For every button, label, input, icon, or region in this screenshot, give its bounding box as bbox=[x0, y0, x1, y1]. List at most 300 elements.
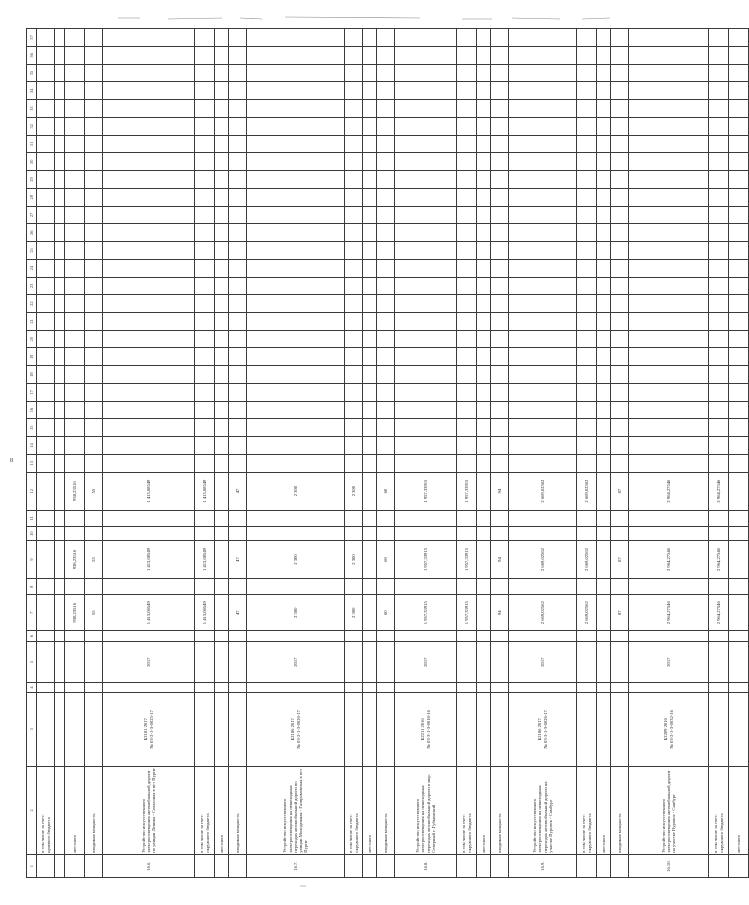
empty-cell bbox=[85, 330, 103, 348]
empty-cell bbox=[363, 295, 377, 313]
empty-cell bbox=[457, 242, 477, 260]
empty-cell bbox=[363, 29, 377, 47]
col-7: 2 300 bbox=[345, 595, 363, 630]
empty-cell bbox=[629, 437, 709, 455]
row-number bbox=[65, 855, 85, 878]
year bbox=[85, 642, 103, 683]
empty-cell bbox=[103, 366, 195, 384]
col-9: 1 413,08549 bbox=[195, 541, 215, 579]
empty-cell bbox=[215, 330, 229, 348]
empty-cell bbox=[345, 366, 363, 384]
col-6 bbox=[55, 630, 65, 641]
empty-cell bbox=[55, 47, 65, 65]
empty-cell bbox=[611, 366, 629, 384]
col-8 bbox=[247, 579, 345, 595]
row-number bbox=[345, 855, 363, 878]
col-10 bbox=[55, 527, 65, 541]
col-10 bbox=[395, 527, 457, 541]
row-number: 16.10. bbox=[629, 855, 709, 878]
col-12: 2 669,02562 bbox=[577, 472, 597, 510]
empty-cell bbox=[611, 206, 629, 224]
empty-cell bbox=[377, 259, 395, 277]
col-6 bbox=[377, 630, 395, 641]
empty-cell bbox=[395, 29, 457, 47]
empty-cell bbox=[229, 366, 247, 384]
empty-cell bbox=[55, 100, 65, 118]
col-8 bbox=[85, 579, 103, 595]
empty-cell bbox=[363, 330, 377, 348]
empty-cell bbox=[491, 64, 509, 82]
empty-cell bbox=[37, 366, 55, 384]
col-10 bbox=[65, 527, 85, 541]
empty-cell bbox=[363, 313, 377, 331]
row-number: 16.7. bbox=[247, 855, 345, 878]
empty-cell bbox=[229, 29, 247, 47]
empty-cell bbox=[247, 366, 345, 384]
column-number: 34 bbox=[27, 82, 37, 100]
empty-cell bbox=[247, 64, 345, 82]
empty-cell bbox=[509, 188, 577, 206]
empty-cell bbox=[37, 171, 55, 189]
empty-cell bbox=[65, 224, 85, 242]
empty-cell bbox=[247, 82, 345, 100]
empty-cell bbox=[477, 206, 491, 224]
empty-cell bbox=[247, 47, 345, 65]
col-8 bbox=[611, 579, 629, 595]
col-8 bbox=[395, 579, 457, 595]
column-number: 18 bbox=[27, 366, 37, 384]
col-6 bbox=[345, 630, 363, 641]
row-name: вводимая мощность bbox=[229, 766, 247, 855]
empty-cell bbox=[37, 330, 55, 348]
empty-cell bbox=[477, 383, 491, 401]
empty-cell bbox=[377, 100, 395, 118]
empty-cell bbox=[457, 348, 477, 366]
col-4 bbox=[195, 682, 215, 692]
col-10 bbox=[477, 527, 491, 541]
empty-cell bbox=[597, 454, 611, 472]
empty-cell bbox=[55, 117, 65, 135]
col-8 bbox=[457, 579, 477, 595]
empty-cell bbox=[345, 242, 363, 260]
empty-cell bbox=[85, 313, 103, 331]
empty-cell bbox=[85, 47, 103, 65]
column-number: 3 bbox=[27, 693, 37, 766]
empty-cell bbox=[195, 419, 215, 437]
empty-cell bbox=[477, 100, 491, 118]
empty-cell bbox=[247, 419, 345, 437]
empty-cell bbox=[85, 188, 103, 206]
col-7: 1 413,08549 bbox=[195, 595, 215, 630]
table-row bbox=[509, 29, 577, 878]
project-code: Б2181 2017 № 03-2-1-3-0025-17 bbox=[103, 693, 195, 766]
empty-cell bbox=[597, 330, 611, 348]
column-number: 1 bbox=[27, 855, 37, 878]
empty-cell bbox=[395, 401, 457, 419]
col-12 bbox=[363, 472, 377, 510]
empty-cell bbox=[103, 383, 195, 401]
table-row bbox=[363, 29, 377, 878]
empty-cell bbox=[55, 135, 65, 153]
empty-cell bbox=[103, 64, 195, 82]
empty-cell bbox=[103, 188, 195, 206]
empty-cell bbox=[55, 188, 65, 206]
empty-cell bbox=[629, 295, 709, 313]
table-row bbox=[377, 29, 395, 878]
empty-cell bbox=[85, 419, 103, 437]
empty-cell bbox=[457, 224, 477, 242]
empty-cell bbox=[229, 313, 247, 331]
col-10 bbox=[709, 527, 729, 541]
empty-cell bbox=[345, 64, 363, 82]
empty-cell bbox=[629, 117, 709, 135]
row-name: местного bbox=[729, 766, 749, 855]
empty-cell bbox=[229, 259, 247, 277]
empty-cell bbox=[395, 259, 457, 277]
year: 2017 bbox=[247, 642, 345, 683]
empty-cell bbox=[55, 383, 65, 401]
empty-cell bbox=[577, 437, 597, 455]
empty-cell bbox=[229, 454, 247, 472]
col-10 bbox=[457, 527, 477, 541]
empty-cell bbox=[597, 100, 611, 118]
row-number bbox=[491, 855, 509, 878]
empty-cell bbox=[345, 29, 363, 47]
empty-cell bbox=[345, 171, 363, 189]
empty-cell bbox=[377, 188, 395, 206]
empty-cell bbox=[247, 401, 345, 419]
empty-cell bbox=[85, 117, 103, 135]
empty-cell bbox=[55, 64, 65, 82]
empty-cell bbox=[491, 419, 509, 437]
empty-cell bbox=[597, 117, 611, 135]
empty-cell bbox=[377, 313, 395, 331]
empty-cell bbox=[65, 171, 85, 189]
empty-cell bbox=[611, 454, 629, 472]
col-11 bbox=[195, 510, 215, 526]
empty-cell bbox=[55, 419, 65, 437]
col-4 bbox=[229, 682, 247, 692]
col-10 bbox=[195, 527, 215, 541]
row-number bbox=[597, 855, 611, 878]
table-row bbox=[103, 29, 195, 878]
empty-cell bbox=[611, 47, 629, 65]
empty-cell bbox=[457, 117, 477, 135]
empty-cell bbox=[37, 153, 55, 171]
empty-cell bbox=[611, 383, 629, 401]
empty-cell bbox=[65, 437, 85, 455]
empty-cell bbox=[491, 135, 509, 153]
empty-cell bbox=[363, 348, 377, 366]
empty-cell bbox=[363, 117, 377, 135]
row-name: Устройство искусственного электроосвещения на пешеходных переходах автомобильной дороги по улицам Молодежная - Газпромовская в пгт Пурпе bbox=[247, 766, 345, 855]
project-code bbox=[709, 693, 729, 766]
empty-cell bbox=[729, 64, 749, 82]
col-6 bbox=[103, 630, 195, 641]
col-10 bbox=[247, 527, 345, 541]
empty-cell bbox=[345, 313, 363, 331]
empty-cell bbox=[85, 153, 103, 171]
empty-cell bbox=[729, 135, 749, 153]
empty-cell bbox=[85, 82, 103, 100]
col-12 bbox=[55, 472, 65, 510]
empty-cell bbox=[195, 383, 215, 401]
empty-cell bbox=[577, 29, 597, 47]
empty-cell bbox=[611, 29, 629, 47]
year bbox=[577, 642, 597, 683]
empty-cell bbox=[395, 295, 457, 313]
empty-cell bbox=[477, 419, 491, 437]
empty-cell bbox=[709, 100, 729, 118]
empty-cell bbox=[195, 437, 215, 455]
empty-cell bbox=[709, 188, 729, 206]
empty-cell bbox=[85, 259, 103, 277]
empty-cell bbox=[491, 348, 509, 366]
col-7: 2 964,27546 bbox=[629, 595, 709, 630]
empty-cell bbox=[345, 224, 363, 242]
empty-cell bbox=[55, 171, 65, 189]
row-name: местного bbox=[477, 766, 491, 855]
col-12: 2 964,27546 bbox=[709, 472, 729, 510]
year bbox=[229, 642, 247, 683]
empty-cell bbox=[577, 277, 597, 295]
empty-cell bbox=[103, 259, 195, 277]
empty-cell bbox=[577, 153, 597, 171]
column-number: 13 bbox=[27, 454, 37, 472]
empty-cell bbox=[215, 242, 229, 260]
empty-cell bbox=[65, 295, 85, 313]
empty-cell bbox=[247, 224, 345, 242]
empty-cell bbox=[195, 171, 215, 189]
col-9: 87 bbox=[611, 541, 629, 579]
col-11 bbox=[597, 510, 611, 526]
empty-cell bbox=[229, 117, 247, 135]
empty-cell bbox=[377, 117, 395, 135]
empty-cell bbox=[577, 366, 597, 384]
col-7: 938,23516 bbox=[65, 595, 85, 630]
column-number: 20 bbox=[27, 330, 37, 348]
empty-cell bbox=[377, 64, 395, 82]
project-code: Б2209 2016 № 03-2-1-3-0032-16 bbox=[629, 693, 709, 766]
empty-cell bbox=[195, 295, 215, 313]
project-code bbox=[611, 693, 629, 766]
col-8 bbox=[103, 579, 195, 595]
empty-cell bbox=[491, 242, 509, 260]
empty-cell bbox=[611, 313, 629, 331]
col-8 bbox=[229, 579, 247, 595]
empty-cell bbox=[629, 171, 709, 189]
empty-cell bbox=[629, 401, 709, 419]
empty-cell bbox=[215, 82, 229, 100]
empty-cell bbox=[395, 419, 457, 437]
col-9: 2 964,27546 bbox=[629, 541, 709, 579]
empty-cell bbox=[491, 277, 509, 295]
empty-cell bbox=[611, 188, 629, 206]
empty-cell bbox=[477, 47, 491, 65]
empty-cell bbox=[247, 206, 345, 224]
empty-cell bbox=[491, 153, 509, 171]
column-number: 29 bbox=[27, 171, 37, 189]
col-4 bbox=[629, 682, 709, 692]
page-number: 8 bbox=[10, 458, 13, 464]
empty-cell bbox=[611, 437, 629, 455]
empty-cell bbox=[85, 383, 103, 401]
row-name: вводимая мощность bbox=[85, 766, 103, 855]
empty-cell bbox=[363, 82, 377, 100]
empty-cell bbox=[345, 401, 363, 419]
year bbox=[709, 642, 729, 683]
col-8 bbox=[345, 579, 363, 595]
rotated-table-wrapper bbox=[26, 28, 741, 878]
col-7: 2 669,02562 bbox=[509, 595, 577, 630]
col-7 bbox=[55, 595, 65, 630]
empty-cell bbox=[85, 64, 103, 82]
empty-cell bbox=[629, 277, 709, 295]
empty-cell bbox=[377, 330, 395, 348]
empty-cell bbox=[195, 277, 215, 295]
empty-cell bbox=[477, 242, 491, 260]
empty-cell bbox=[709, 117, 729, 135]
column-number: 27 bbox=[27, 206, 37, 224]
table-row bbox=[629, 29, 709, 878]
empty-cell bbox=[709, 242, 729, 260]
empty-cell bbox=[597, 259, 611, 277]
row-number bbox=[215, 855, 229, 878]
empty-cell bbox=[55, 454, 65, 472]
empty-cell bbox=[597, 171, 611, 189]
empty-cell bbox=[477, 330, 491, 348]
empty-cell bbox=[509, 153, 577, 171]
empty-cell bbox=[729, 259, 749, 277]
col-12: 55 bbox=[85, 472, 103, 510]
table-row bbox=[457, 29, 477, 878]
empty-cell bbox=[229, 64, 247, 82]
empty-cell bbox=[611, 171, 629, 189]
empty-cell bbox=[491, 224, 509, 242]
col-10 bbox=[577, 527, 597, 541]
empty-cell bbox=[729, 295, 749, 313]
empty-cell bbox=[477, 454, 491, 472]
empty-cell bbox=[55, 277, 65, 295]
empty-cell bbox=[629, 188, 709, 206]
empty-cell bbox=[195, 259, 215, 277]
column-number: 26 bbox=[27, 224, 37, 242]
empty-cell bbox=[85, 295, 103, 313]
col-11 bbox=[491, 510, 509, 526]
col-11 bbox=[85, 510, 103, 526]
column-number: 35 bbox=[27, 64, 37, 82]
col-4 bbox=[37, 682, 55, 692]
empty-cell bbox=[65, 188, 85, 206]
empty-cell bbox=[729, 454, 749, 472]
empty-cell bbox=[215, 366, 229, 384]
empty-cell bbox=[85, 171, 103, 189]
row-name: в том числе за счет: окружного бюджета bbox=[195, 766, 215, 855]
project-code bbox=[491, 693, 509, 766]
empty-cell bbox=[229, 330, 247, 348]
table-row bbox=[395, 29, 457, 878]
table-row bbox=[491, 29, 509, 878]
empty-cell bbox=[629, 330, 709, 348]
empty-cell bbox=[491, 401, 509, 419]
empty-cell bbox=[509, 366, 577, 384]
column-number: 16 bbox=[27, 401, 37, 419]
column-number: 31 bbox=[27, 135, 37, 153]
col-12: 47 bbox=[229, 472, 247, 510]
empty-cell bbox=[577, 47, 597, 65]
empty-cell bbox=[509, 454, 577, 472]
empty-cell bbox=[611, 259, 629, 277]
empty-cell bbox=[377, 171, 395, 189]
year bbox=[729, 642, 749, 683]
empty-cell bbox=[229, 224, 247, 242]
empty-cell bbox=[629, 224, 709, 242]
empty-cell bbox=[103, 135, 195, 153]
col-4 bbox=[65, 682, 85, 692]
empty-cell bbox=[491, 313, 509, 331]
empty-cell bbox=[103, 419, 195, 437]
empty-cell bbox=[55, 206, 65, 224]
empty-cell bbox=[215, 313, 229, 331]
col-8 bbox=[215, 579, 229, 595]
col-12: 1 413,08549 bbox=[195, 472, 215, 510]
col-12 bbox=[37, 472, 55, 510]
empty-cell bbox=[377, 437, 395, 455]
empty-cell bbox=[345, 82, 363, 100]
empty-cell bbox=[65, 259, 85, 277]
empty-cell bbox=[247, 383, 345, 401]
empty-cell bbox=[363, 47, 377, 65]
col-11 bbox=[247, 510, 345, 526]
empty-cell bbox=[577, 188, 597, 206]
row-name: в том числе за счет: окружного бюджета bbox=[457, 766, 477, 855]
empty-cell bbox=[457, 171, 477, 189]
empty-cell bbox=[229, 153, 247, 171]
empty-cell bbox=[709, 348, 729, 366]
col-10 bbox=[229, 527, 247, 541]
row-number bbox=[709, 855, 729, 878]
row-name: в том числе за счет: краевого бюджета bbox=[37, 766, 55, 855]
empty-cell bbox=[395, 117, 457, 135]
empty-cell bbox=[345, 383, 363, 401]
col-6 bbox=[709, 630, 729, 641]
empty-cell bbox=[629, 419, 709, 437]
empty-cell bbox=[85, 29, 103, 47]
empty-cell bbox=[55, 366, 65, 384]
col-12 bbox=[597, 472, 611, 510]
col-9 bbox=[55, 541, 65, 579]
empty-cell bbox=[457, 47, 477, 65]
column-number: 2 bbox=[27, 766, 37, 855]
empty-cell bbox=[85, 366, 103, 384]
col-11 bbox=[229, 510, 247, 526]
empty-cell bbox=[729, 171, 749, 189]
empty-cell bbox=[577, 82, 597, 100]
project-code bbox=[65, 693, 85, 766]
empty-cell bbox=[247, 437, 345, 455]
empty-cell bbox=[629, 383, 709, 401]
empty-cell bbox=[345, 206, 363, 224]
col-6 bbox=[247, 630, 345, 641]
empty-cell bbox=[491, 171, 509, 189]
empty-cell bbox=[395, 188, 457, 206]
empty-cell bbox=[377, 383, 395, 401]
col-9 bbox=[37, 541, 55, 579]
col-11 bbox=[345, 510, 363, 526]
col-4 bbox=[491, 682, 509, 692]
empty-cell bbox=[395, 135, 457, 153]
empty-cell bbox=[395, 47, 457, 65]
